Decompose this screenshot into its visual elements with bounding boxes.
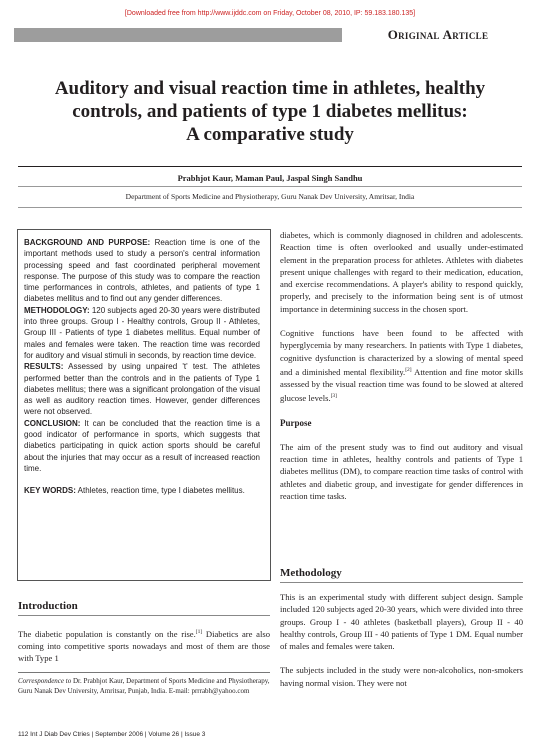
para2-text-a: Cognitive functions have been found to be affected with hyperglycemia by many researchers. In patients with Type 1 diabetes, cognitive dysfunction is characterized by a slowing of mental speed and a diminished mental flexibility. xyxy=(280,328,523,377)
right-para-2 xyxy=(280,327,523,405)
keywords-heading: KEY WORDS: xyxy=(24,486,76,496)
purpose-heading: Purpose xyxy=(280,417,312,428)
affil-rule xyxy=(18,207,522,208)
title-line-3: A comparative study xyxy=(186,124,354,145)
results-text: Assessed by using unpaired 't' test. The athletes performed better than the controls and in the patients of Type 1 diabetes mellitus; there was a significant prolongation of the visual as well as auditory reaction times. However, gender differences were not observed. xyxy=(24,362,260,417)
methodology-body xyxy=(280,591,523,701)
title-line-1: Auditory and visual reaction time in athletes, healthy xyxy=(54,78,486,99)
article-title xyxy=(18,77,522,146)
right-para-1: diabetes, which is commonly diagnosed in children and adolescents. Reaction time is often overlooked and usually under-estimated element in the preparation process for athletes. Athletes with diabetes present unique challenges with regard to their medication, education, and exercise recommendations. A player's ability to respond quickly, properly, and precisely to the information being sent is of utmost importance in determining success in the chosen sport. xyxy=(280,230,523,314)
page-footer: 112 Int J Diab Dev Ctries | September 2006 | Volume 26 | Issue 3 xyxy=(18,731,206,738)
abstract-methodology xyxy=(24,305,260,361)
methodology-rule xyxy=(280,582,523,583)
affiliation: Department of Sports Medicine and Physiotherapy, Guru Nanak Dev University, Amritsar, India xyxy=(125,192,415,201)
methodology-heading: METHODOLOGY: xyxy=(24,305,90,315)
purpose-text: The aim of the present study was to find out auditory and visual reaction time in athletes, healthy controls and patients of Type 1 diabetes mellitus (DM), to compare reaction time tasks of control with athletes and diabetic group, and investigate for gender differences in reaction time tasks. xyxy=(280,441,523,502)
abstract xyxy=(24,237,260,497)
download-note: [Downloaded free from http://www.ijddc.com on Friday, October 08, 2010, IP: 59.183.180.135] xyxy=(124,10,416,17)
introduction-rule xyxy=(18,615,270,616)
ref-3: [3] xyxy=(330,393,338,400)
method-para-1: This is an experimental study with different subject design. Sample included 120 subjects aged 20-30 years, which were divided into three groups. Group I - 40 athletes (basketball players), Group II - 40 healthy controls, Group III - 40 patients of Type 1 DM. Equal number of males and females were taken. xyxy=(280,592,523,652)
conclusion-text: It can be concluded that the reaction time is a good indicator of performance in sports, which suggests that diabetics participating in quick action sports should be careful about the injuries that may occur as a result of increased reaction time. xyxy=(24,418,260,473)
header-bar xyxy=(14,28,342,42)
intro-text-2: Diabetics are also coming into competitive sports nowadays and most of them are those with Type 1 xyxy=(18,628,271,664)
methodology-text: 120 subjects aged 20-30 years were distributed into three groups. Group I - Healthy controls, Group II - Athletes, Group III - Patients of type 1 diabetes mellitus. Equal number of males and females were taken. The reaction time was recorded for auditory and visual stimuli in seconds, by reaction time device. xyxy=(24,305,260,360)
article-type-label: Original Article xyxy=(387,27,489,42)
title-line-2: controls, and patients of type 1 diabetes mellitus: xyxy=(72,101,468,122)
abstract-keywords xyxy=(24,485,260,496)
introduction-heading: Introduction xyxy=(18,600,78,612)
background-heading: BACKGROUND AND PURPOSE: xyxy=(24,238,151,247)
authors: Prabhjot Kaur, Maman Paul, Jaspal Singh Sandhu xyxy=(177,173,363,183)
abstract-conclusion xyxy=(24,418,260,474)
abstract-results xyxy=(24,361,260,417)
ref-2: [2] xyxy=(405,366,412,373)
right-column xyxy=(280,229,523,514)
introduction-text xyxy=(18,626,270,677)
para2-text-b: Attention and fine motor skills assessed by the visual reaction time was found to be slowed at altered glucose levels. xyxy=(280,366,523,404)
correspondence xyxy=(18,676,270,696)
correspondence-label: Correspondence to xyxy=(18,677,72,685)
results-heading: RESULTS: xyxy=(24,362,64,372)
conclusion-heading: CONCLUSION: xyxy=(24,418,81,428)
intro-text-1: The diabetic population is constantly on the rise. xyxy=(18,628,196,639)
abstract-background xyxy=(24,237,260,305)
correspondence-text: Dr. Prabhjot Kaur, Department of Sports Medicine and Physiotherapy, Guru Nanak Dev University, Amritsar, Punjab, India. E-mail: prrrabh@yahoo.com xyxy=(18,677,270,695)
intro-ref-1: [1] xyxy=(195,629,203,635)
background-text: Reaction time is one of the important methods used to study a person's central information processing speed and fast coordinated peripheral movement response. The purpose of this study was to compare the reaction time performances in controls, athletes, and patients of type 1 diabetes mellitus and to find out any gender differences. xyxy=(24,238,260,304)
methodology-section-heading: Methodology xyxy=(280,567,342,579)
title-rule-top xyxy=(18,166,522,167)
correspondence-rule xyxy=(18,672,270,673)
keywords-text: Athletes, reaction time, type I diabetes mellitus. xyxy=(75,486,245,496)
method-para-2: The subjects included in the study were non-alcoholics, non-smokers having normal vision. They were not xyxy=(280,665,523,688)
author-rule xyxy=(18,186,522,187)
